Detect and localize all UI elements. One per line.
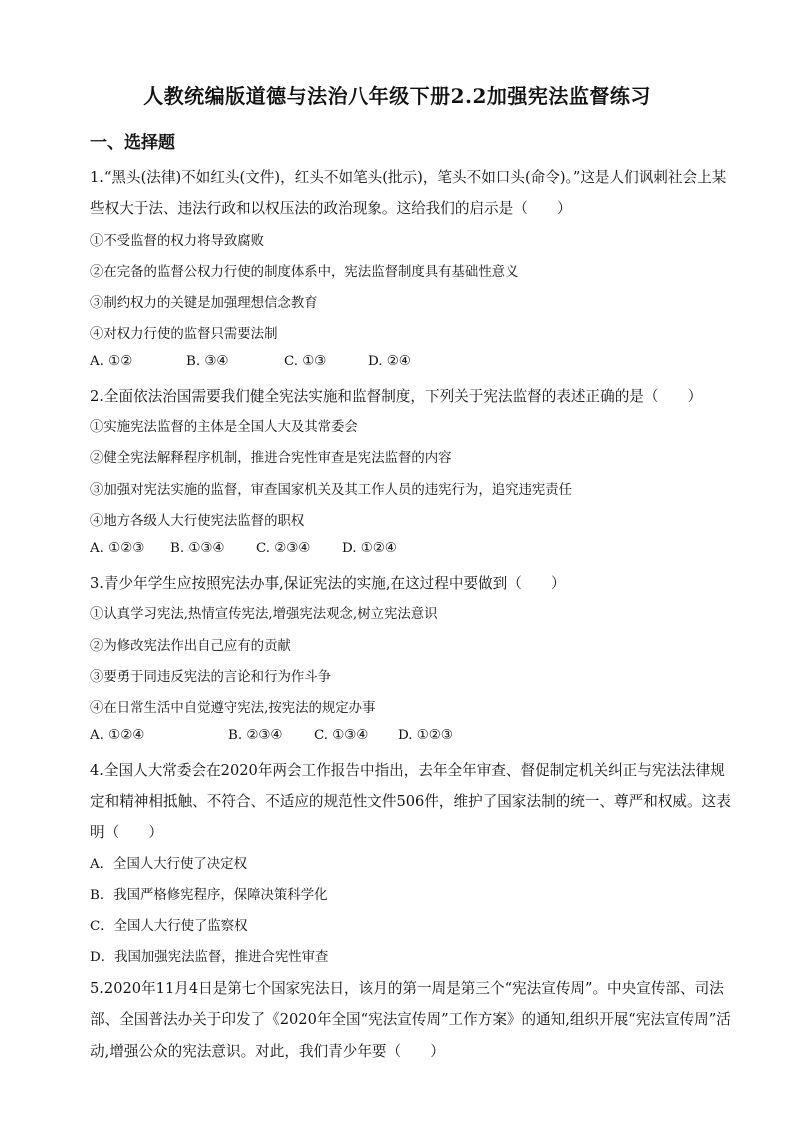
page-title: 人教统编版道德与法治八年级下册2.2加强宪法监督练习 <box>143 84 651 108</box>
question-1-line-2: 些权大于法、违法行政和以权压法的政治现象。这给我们的启示是（ ） <box>90 200 572 217</box>
choice-a: A. ①② <box>90 354 133 369</box>
choice-b: B. ②③④ <box>228 728 283 743</box>
question-4-option-d: D．我国加强宪法监督，推进合宪性审查 <box>90 950 329 965</box>
question-1-option-1: ①不受监督的权力将导致腐败 <box>90 234 265 249</box>
question-1-option-3: ③制约权力的关键是加强理想信念教育 <box>90 296 318 311</box>
choice-c: C. ①③④ <box>314 728 369 743</box>
choice-d: D. ①②④ <box>342 541 397 556</box>
question-4-line-3: 明（ ） <box>90 824 163 841</box>
choice-b: B. ③④ <box>186 354 229 369</box>
question-2-option-1: ①实施宪法监督的主体是全国人大及其常委会 <box>90 420 358 435</box>
question-3-option-1: ①认真学习宪法,热情宣传宪法,增强宪法观念,树立宪法意识 <box>90 607 438 622</box>
question-2-option-2: ②健全宪法解释程序机制，推进合宪性审查是宪法监督的内容 <box>90 451 452 466</box>
question-2-option-3: ③加强对宪法实施的监督，审查国家机关及其工作人员的违宪行为，追究违宪责任 <box>90 483 573 498</box>
question-4-line-1: 4.全国人大常委会在2020年两会工作报告中指出，去年全年审查、督促制定机关纠正与宪法法律规 <box>90 762 725 779</box>
question-1-line-1: 1.“黑头(法律)不如红头(文件)，红头不如笔头(批示)，笔头不如口头(命令)。”这是人们讽刺社会上某 <box>90 169 727 186</box>
choice-d: D. ①②③ <box>398 728 453 743</box>
question-1-option-4: ④对权力行使的监督只需要法制 <box>90 327 278 342</box>
question-5-line-1: 5.2020年11月4日是第七个国家宪法日，该月的第一周是第三个“宪法宣传周”。中央宣传部、司法 <box>90 980 724 997</box>
question-5-line-2: 部、全国普法办关于印发了《2020年全国“宪法宣传周”工作方案》的通知,组织开展“宪法宣传周”活 <box>90 1011 731 1028</box>
question-4-option-b: B．我国严格修宪程序，保障决策科学化 <box>90 888 328 903</box>
section-heading: 一、选择题 <box>90 133 175 153</box>
question-4-line-2: 定和精神相抵触、不符合、不适应的规范性文件506件，维护了国家法制的统一、尊严和权威。这表 <box>90 793 731 810</box>
question-3-option-4: ④在日常生活中自觉遵守宪法,按宪法的规定办事 <box>90 701 376 716</box>
question-3-option-3: ③要勇于同违反宪法的言论和行为作斗争 <box>90 670 332 685</box>
choice-d: D. ②④ <box>368 354 411 369</box>
question-1-option-2: ②在完备的监督公权力行使的制度体系中，宪法监督制度具有基础性意义 <box>90 265 519 280</box>
question-4-option-c: C．全国人大行使了监察权 <box>90 919 248 934</box>
choice-c: C. ②③④ <box>256 541 311 556</box>
question-3-option-2: ②为修改宪法作出自己应有的贡献 <box>90 639 291 654</box>
choice-a: A. ①②④ <box>90 728 145 743</box>
choice-c: C. ①③ <box>284 354 327 369</box>
choice-a: A. ①②③ <box>90 541 145 556</box>
question-2-option-4: ④地方各级人大行使宪法监督的职权 <box>90 514 305 529</box>
question-3-line-1: 3.青少年学生应按照宪法办事,保证宪法的实施,在这过程中要做到（ ） <box>90 575 566 592</box>
question-2-line-1: 2.全面依法治国需要我们健全宪法实施和监督制度，下列关于宪法监督的表述正确的是（ ） <box>90 388 703 405</box>
question-5-line-3: 动,增强公众的宪法意识。对此，我们青少年要（ ） <box>90 1043 445 1060</box>
choice-b: B. ①③④ <box>170 541 225 556</box>
question-4-option-a: A．全国人大行使了决定权 <box>90 857 247 872</box>
